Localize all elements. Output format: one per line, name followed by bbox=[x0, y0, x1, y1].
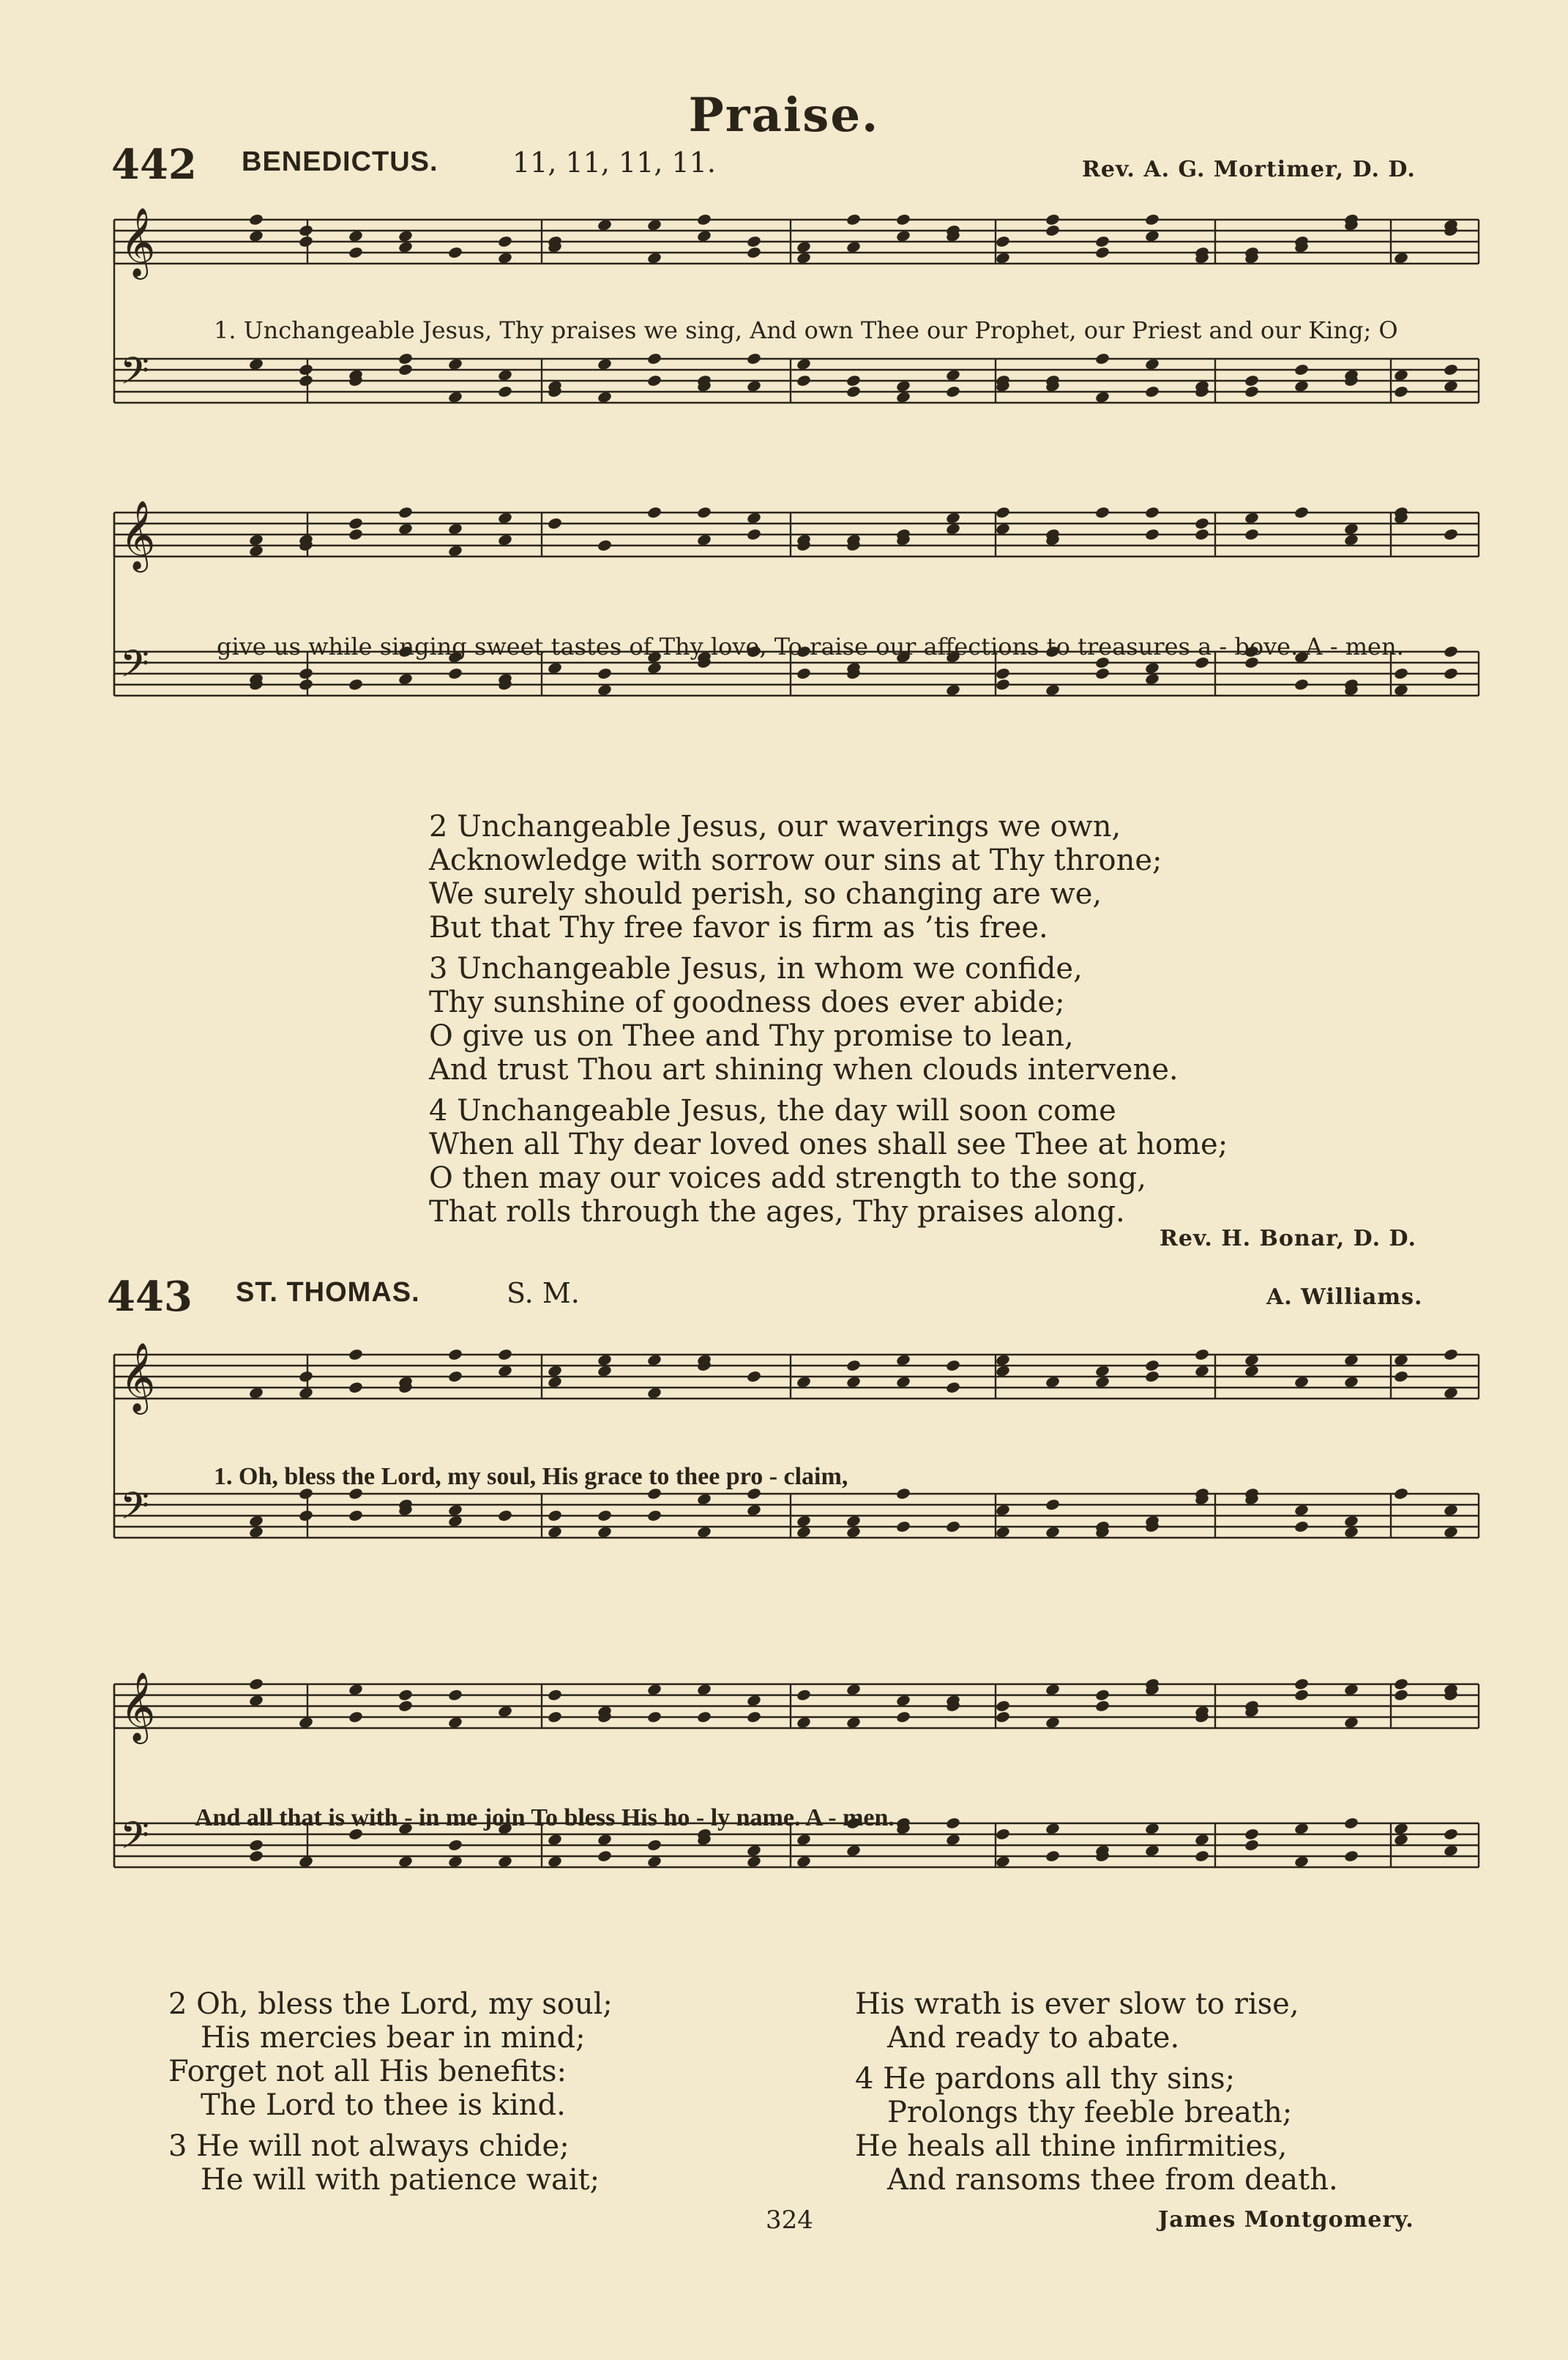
system-443-1 bbox=[114, 1342, 1479, 1539]
stanza-442-3: 3 Unchangeable Jesus, in whom we confide, Thy sunshine of goodness does ever abide; O give us on Thee and Thy promise to lean, And trust Thou art shining when clouds intervene. bbox=[429, 952, 1179, 1087]
composer-443: A. Williams. bbox=[1266, 1284, 1423, 1310]
svg-text:𝄢: 𝄢 bbox=[120, 641, 149, 695]
page-number: 324 bbox=[766, 2205, 813, 2235]
stanzas-443-right bbox=[855, 1987, 1338, 2197]
music-score-442 bbox=[102, 205, 1493, 776]
svg-text:𝄢: 𝄢 bbox=[120, 1484, 149, 1537]
tune-name-443: ST. THOMAS. bbox=[236, 1277, 420, 1308]
system-443-2 bbox=[114, 1672, 1479, 1869]
meter-443: S. M. bbox=[507, 1277, 580, 1309]
stanza-443-2: 2 Oh, bless the Lord, my soul; His mercies bear in mind; Forget not all His benefits: The Lord to thee is kind. bbox=[168, 1987, 613, 2122]
stanza-443-3-cont: His wrath is ever slow to rise, And ready to abate. bbox=[855, 1987, 1299, 2055]
stanza-442-2: 2 Unchangeable Jesus, our waverings we own, Acknowledge with sorrow our sins at Thy throne; We surely should perish, so changing are we, But that Thy free favor is firm as ’tis free. bbox=[429, 810, 1162, 945]
lyric-443-line2: And all that is with - in me join To bless His ho - ly name. A - men. bbox=[195, 1804, 895, 1831]
section-title: Praise. bbox=[688, 88, 880, 143]
music-score-443 bbox=[102, 1333, 1493, 1955]
composer-442: Rev. A. G. Mortimer, D. D. bbox=[1082, 157, 1416, 182]
svg-text:𝄞: 𝄞 bbox=[120, 1342, 156, 1412]
svg-text:𝄢: 𝄢 bbox=[120, 349, 149, 402]
author-442: Rev. H. Bonar, D. D. bbox=[1160, 1226, 1416, 1251]
hymn-number-442: 442 bbox=[111, 141, 197, 189]
tune-name-442: BENEDICTUS. bbox=[242, 146, 438, 177]
author-443: James Montgomery. bbox=[1158, 2207, 1414, 2233]
stanza-442-4: 4 Unchangeable Jesus, the day will soon come When all Thy dear loved ones shall see Thee at home; O then may our voices add strength to the song, That rolls through the ages, Thy praises along. bbox=[429, 1094, 1228, 1229]
stanzas-442 bbox=[429, 810, 1228, 1229]
svg-text:𝄞: 𝄞 bbox=[120, 207, 156, 277]
system-442-1 bbox=[114, 207, 1479, 404]
lyric-442-line2: give us while singing sweet tastes of Thy love, To raise our affections to treasures a - bove. A - men. bbox=[217, 633, 1404, 660]
system-442-2 bbox=[114, 500, 1479, 697]
stanza-443-3: 3 He will not always chide; He will with patience wait; bbox=[168, 2129, 600, 2197]
lyric-442-line1: 1. Unchangeable Jesus, Thy praises we sing, And own Thee our Prophet, our Priest and our King; O bbox=[214, 316, 1398, 344]
lyric-443-line1: 1. Oh, bless the Lord, my soul, His grace to thee pro - claim, bbox=[214, 1463, 848, 1490]
svg-text:𝄞: 𝄞 bbox=[120, 1672, 156, 1741]
svg-text:𝄞: 𝄞 bbox=[120, 500, 156, 570]
svg-text:𝄢: 𝄢 bbox=[120, 1813, 149, 1866]
meter-442: 11, 11, 11, 11. bbox=[512, 146, 716, 179]
stanzas-443-left bbox=[168, 1987, 613, 2197]
stanza-443-4: 4 He pardons all thy sins; Prolongs thy feeble breath; He heals all thine infirmities, And ransoms thee from death. bbox=[855, 2062, 1338, 2197]
hymn-number-443: 443 bbox=[107, 1273, 193, 1321]
